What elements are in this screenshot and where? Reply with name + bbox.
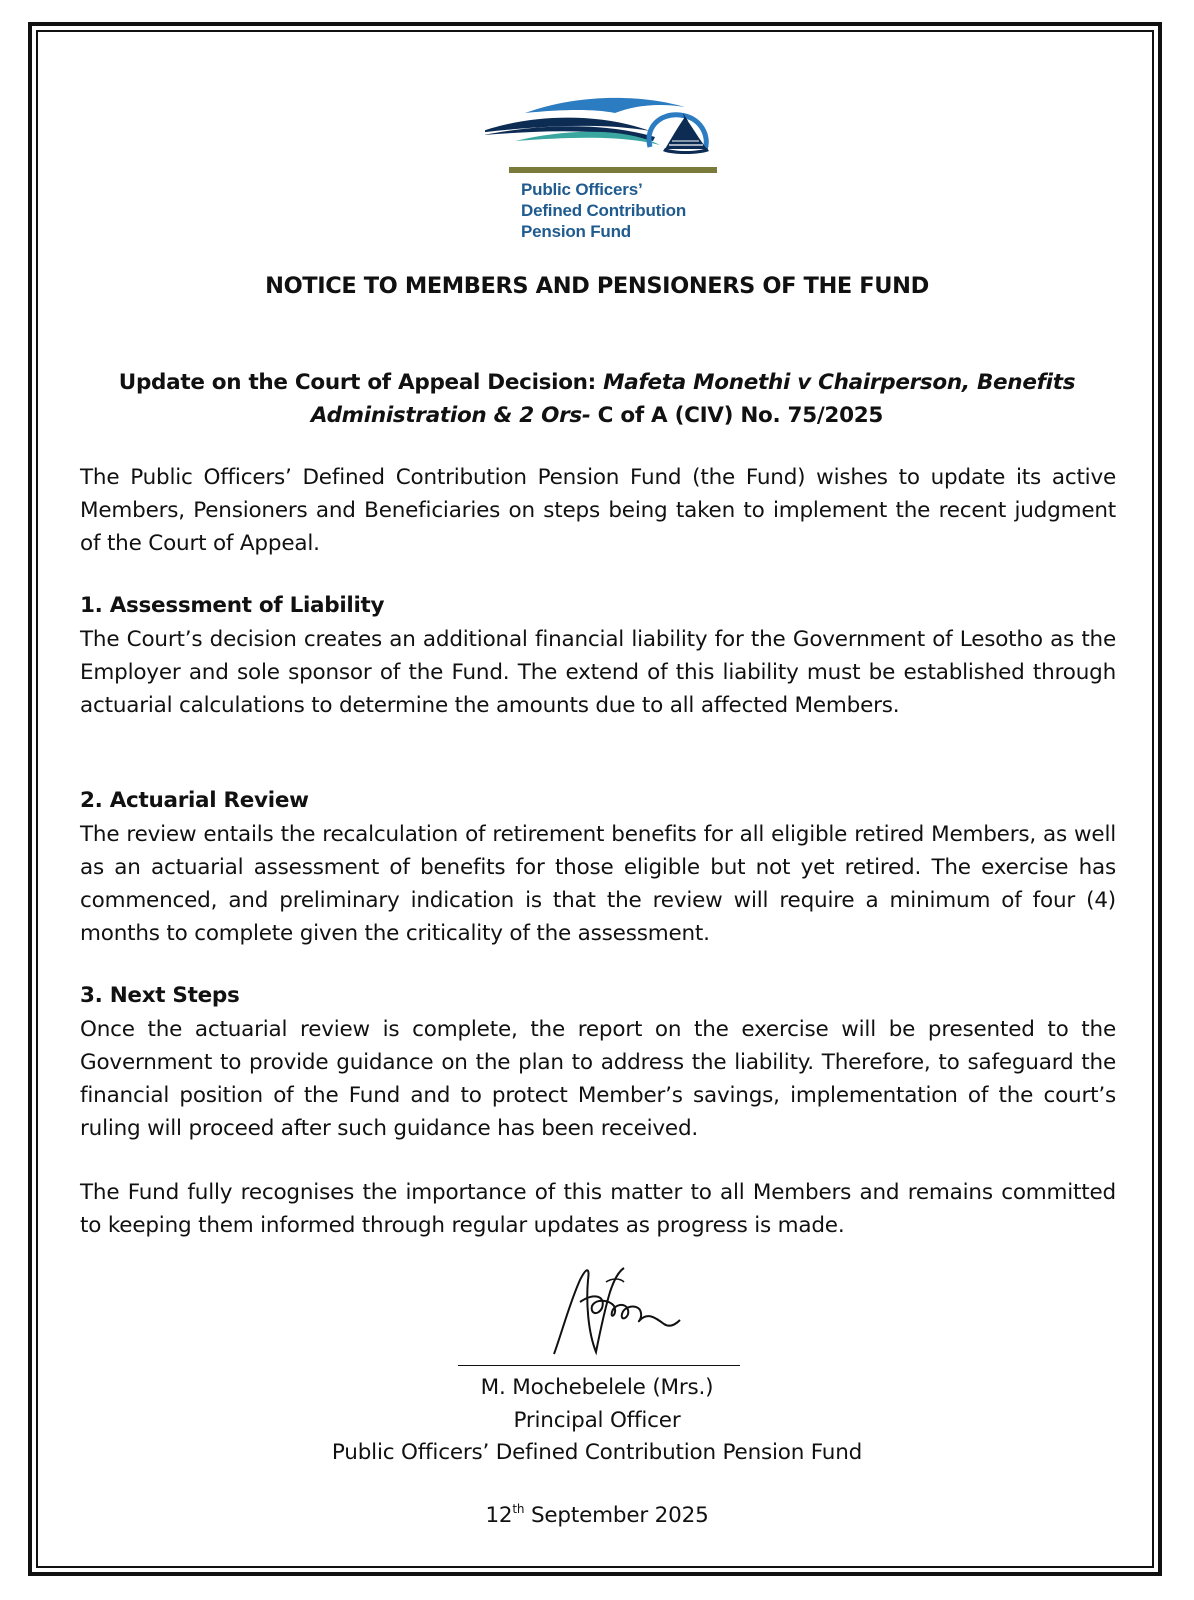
section-3-body: Once the actuarial review is complete, the report on the exercise will be presented to the Government to provide guidance on the plan to address the liability. Therefore, to safeguard the financial position of the Fund and to protect Member’s savings, implementation of the court’s ruling will proceed after such guidance has been received. bbox=[80, 1017, 1116, 1141]
fund-logo-wordmark bbox=[521, 179, 686, 242]
notice-title: NOTICE TO MEMBERS AND PENSIONERS OF THE FUND bbox=[265, 273, 929, 299]
notice-date bbox=[0, 1502, 1194, 1528]
logo-line-2: Defined Contribution bbox=[521, 201, 687, 220]
handwritten-signature bbox=[540, 1262, 690, 1362]
section-2-heading: 2. Actuarial Review bbox=[80, 788, 309, 813]
logo-line-1: Public Officers’ bbox=[521, 180, 643, 199]
section-1-heading: 1. Assessment of Liability bbox=[80, 593, 385, 618]
subtitle-case-name-1: Mafeta Monethi v Chairperson, Benefits bbox=[603, 370, 1076, 395]
intro-paragraph: The Public Officers’ Defined Contribution Pension Fund (the Fund) wishes to update its active Members, Pensioners and Beneficiaries on steps being taken to implement the recent judgment of the Court of Appeal. bbox=[80, 465, 1116, 556]
basotho-hat-icon bbox=[663, 113, 709, 154]
date-month-year: September 2025 bbox=[524, 1503, 709, 1528]
fund-logo-emblem bbox=[485, 95, 735, 185]
signatory-name: M. Mochebelele (Mrs.) bbox=[480, 1375, 714, 1400]
date-day: 12 bbox=[485, 1503, 513, 1528]
subtitle-lead: Update on the Court of Appeal Decision: bbox=[118, 370, 604, 395]
closing-paragraph: The Fund fully recognises the importance of this matter to all Members and remains committed to keeping them informed through regular updates as progress is made. bbox=[80, 1180, 1116, 1238]
signature-line bbox=[458, 1365, 740, 1366]
logo-line-3: Pension Fund bbox=[521, 222, 631, 241]
section-2-body: The review entails the recalculation of retirement benefits for all eligible retired Members, as well as an actuarial assessment of benefits for those eligible but not yet retired. The exercise has commenced, and preliminary indication is that the review will require a minimum of four (4) months to complete given the criticality of the assessment. bbox=[80, 822, 1116, 946]
date-suffix: th bbox=[512, 1502, 525, 1516]
section-1-body: The Court’s decision creates an additional financial liability for the Government of Lesotho as the Employer and sole sponsor of the Fund. The extend of this liability must be established through actuarial calculations to determine the amounts due to all affected Members. bbox=[80, 627, 1116, 718]
signatory-organisation: Public Officers’ Defined Contribution Pension Fund bbox=[331, 1440, 863, 1465]
section-3-heading: 3. Next Steps bbox=[80, 983, 240, 1008]
subtitle-case-name-2: Administration & 2 Ors- bbox=[310, 403, 591, 428]
signatory-title: Principal Officer bbox=[513, 1408, 681, 1433]
subtitle-case-ref: C of A (CIV) No. 75/2025 bbox=[590, 403, 884, 428]
fund-logo bbox=[485, 95, 735, 245]
notice-subtitle bbox=[80, 366, 1114, 432]
